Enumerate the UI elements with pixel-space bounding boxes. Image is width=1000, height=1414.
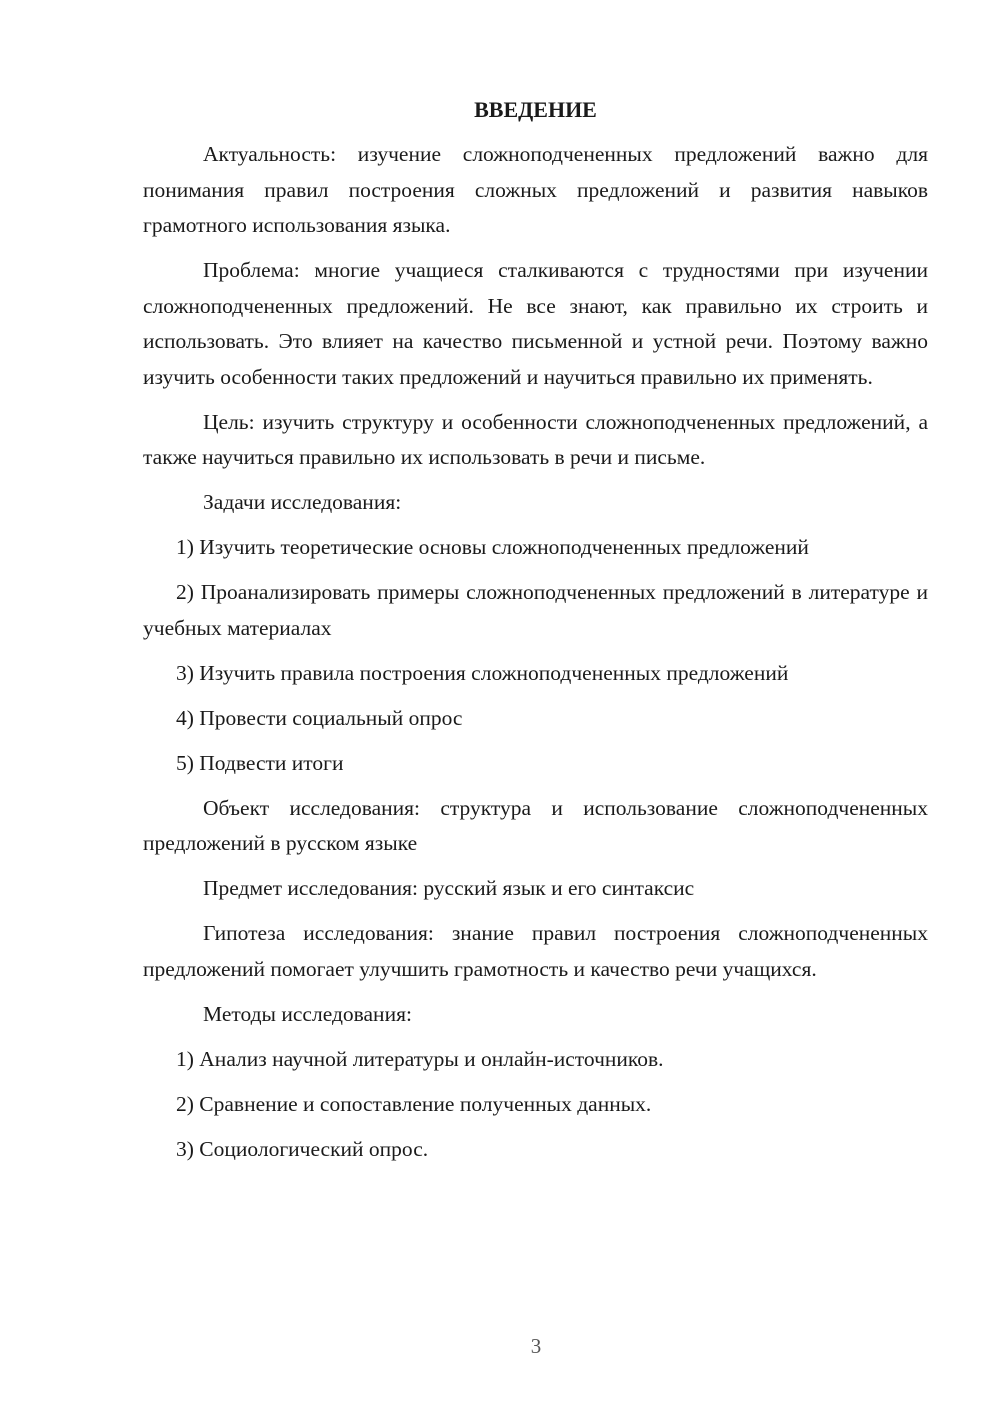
paragraph-goal: Цель: изучить структуру и особенности сложноподчененных предложений, а также научиться правильно их использовать в речи и письме. — [143, 409, 928, 469]
list-item-task-5: 5) Подвести итоги — [176, 750, 344, 775]
paragraph-tasks-heading: Задачи исследования: — [203, 490, 402, 514]
page-number: 3 — [530, 1334, 542, 1358]
list-item-method-1: 1) Анализ научной литературы и онлайн-источников. — [176, 1046, 664, 1071]
paragraph-hypothesis: Гипотеза исследования: знание правил построения сложноподчененных предложений помогает улучшить грамотность и качество речи учащихся. — [143, 921, 928, 981]
list-item-task-4: 4) Провести социальный опрос — [176, 705, 463, 730]
list-item-method-2: 2) Сравнение и сопоставление полученных данных. — [176, 1091, 652, 1116]
list-item-task-2: 2) Проанализировать примеры сложноподчененных предложений в литературе и учебных материалах — [143, 580, 928, 640]
page-title: ВВЕДЕНИЕ — [474, 97, 597, 122]
paragraph-problem: Проблема: многие учащиеся сталкиваются с трудностями при изучении сложноподчененных предложений. Не все знают, как правильно их строить и использовать. Это влияет на качество письменной и устной речи. Поэтому важно изучить особенности таких предложений и научиться правильно их применять. — [143, 258, 928, 389]
list-item-method-3: 3) Социологический опрос. — [176, 1136, 429, 1161]
document-page — [143, 94, 928, 1177]
paragraph-object: Объект исследования: структура и использование сложноподчененных предложений в русском языке — [143, 795, 928, 855]
paragraph-relevance: Актуальность: изучение сложноподчененных предложений важно для понимания правил построения сложных предложений и развития навыков грамотного использования языка. — [143, 142, 928, 237]
list-item-task-3: 3) Изучить правила построения сложноподчененных предложений — [176, 660, 789, 685]
paragraph-methods-heading: Методы исследования: — [203, 1001, 412, 1026]
paragraph-subject: Предмет исследования: русский язык и его синтаксис — [203, 876, 695, 900]
list-item-task-1: 1) Изучить теоретические основы сложноподчененных предложений — [176, 535, 809, 559]
